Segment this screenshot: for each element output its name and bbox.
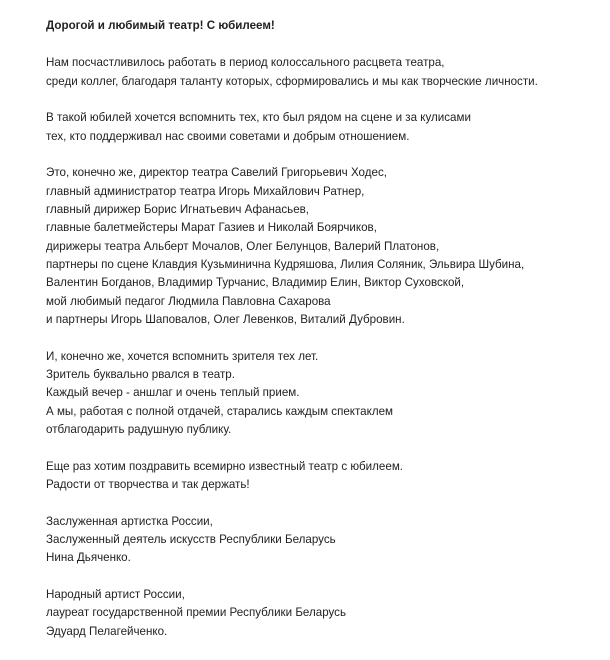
text-line: Это, конечно же, директор театра Савелий Григорьевич Ходес, <box>46 166 387 180</box>
text-line: Нина Дьяченко. <box>46 551 131 565</box>
text-line: Каждый вечер - аншлаг и очень теплый прием. <box>46 386 300 400</box>
text-line: Нам посчастливилось работать в период колоссального расцвета театра, <box>46 56 445 70</box>
letter-body <box>46 17 596 660</box>
text-line: тех, кто поддерживал нас своими советами и добрым отношением. <box>46 129 410 143</box>
text-line: отблагодарить радушную публику. <box>46 422 232 436</box>
letter-title: Дорогой и любимый театр! С юбилеем! <box>46 19 275 32</box>
text-line: Валентин Богданов, Владимир Турчанис, Владимир Елин, Виктор Суховской, <box>46 276 465 290</box>
paragraph-list <box>46 54 596 641</box>
congratulation-paragraph <box>46 458 596 495</box>
text-line: и партнеры Игорь Шаповалов, Олег Левенков, Виталий Дубровин. <box>46 312 405 326</box>
text-line: лауреат государственной премии Республики Беларусь <box>46 606 347 620</box>
text-line: Эдуард Пелагейченко. <box>46 624 168 638</box>
audience-paragraph <box>46 348 596 439</box>
text-line: А мы, работая с полной отдачей, старались каждым спектаклем <box>46 404 394 418</box>
text-line: В такой юбилей хочется вспомнить тех, кто был рядом на сцене и за кулисами <box>46 111 471 125</box>
text-line: Радости от творчества и так держать! <box>46 477 250 491</box>
text-line: Зритель буквально рвался в театр. <box>46 367 235 381</box>
text-line: Народный артист России, <box>46 588 185 602</box>
text-line: партнеры по сцене Клавдия Кузьминична Кудряшова, Лилия Соляник, Эльвира Шубина, <box>46 257 525 271</box>
text-line: главный администратор театра Игорь Михайлович Ратнер, <box>46 184 365 198</box>
text-line: среди коллег, благодаря таланту которых, сформировались и мы как творческие личности. <box>46 74 538 88</box>
text-line: главные балетмейстеры Марат Газиев и Николай Боярчиков, <box>46 221 377 235</box>
text-line: Заслуженная артистка России, <box>46 514 213 528</box>
text-line: дирижеры театра Альберт Мочалов, Олег Белунцов, Валерий Платонов, <box>46 239 440 253</box>
text-line: Заслуженный деятель искусств Республики Беларусь <box>46 533 336 547</box>
colleagues-paragraph <box>46 164 596 329</box>
intro-paragraph <box>46 54 596 91</box>
signature-dyachenko <box>46 513 596 568</box>
text-line: главный дирижер Борис Игнатьевич Афанасьев, <box>46 203 310 217</box>
text-line: мой любимый педагог Людмила Павловна Сахарова <box>46 294 331 308</box>
memory-paragraph <box>46 109 596 146</box>
text-line: Еще раз хотим поздравить всемирно известный театр с юбилеем. <box>46 459 404 473</box>
text-line: И, конечно же, хочется вспомнить зрителя тех лет. <box>46 349 319 363</box>
signature-pelageychenko <box>46 586 596 641</box>
